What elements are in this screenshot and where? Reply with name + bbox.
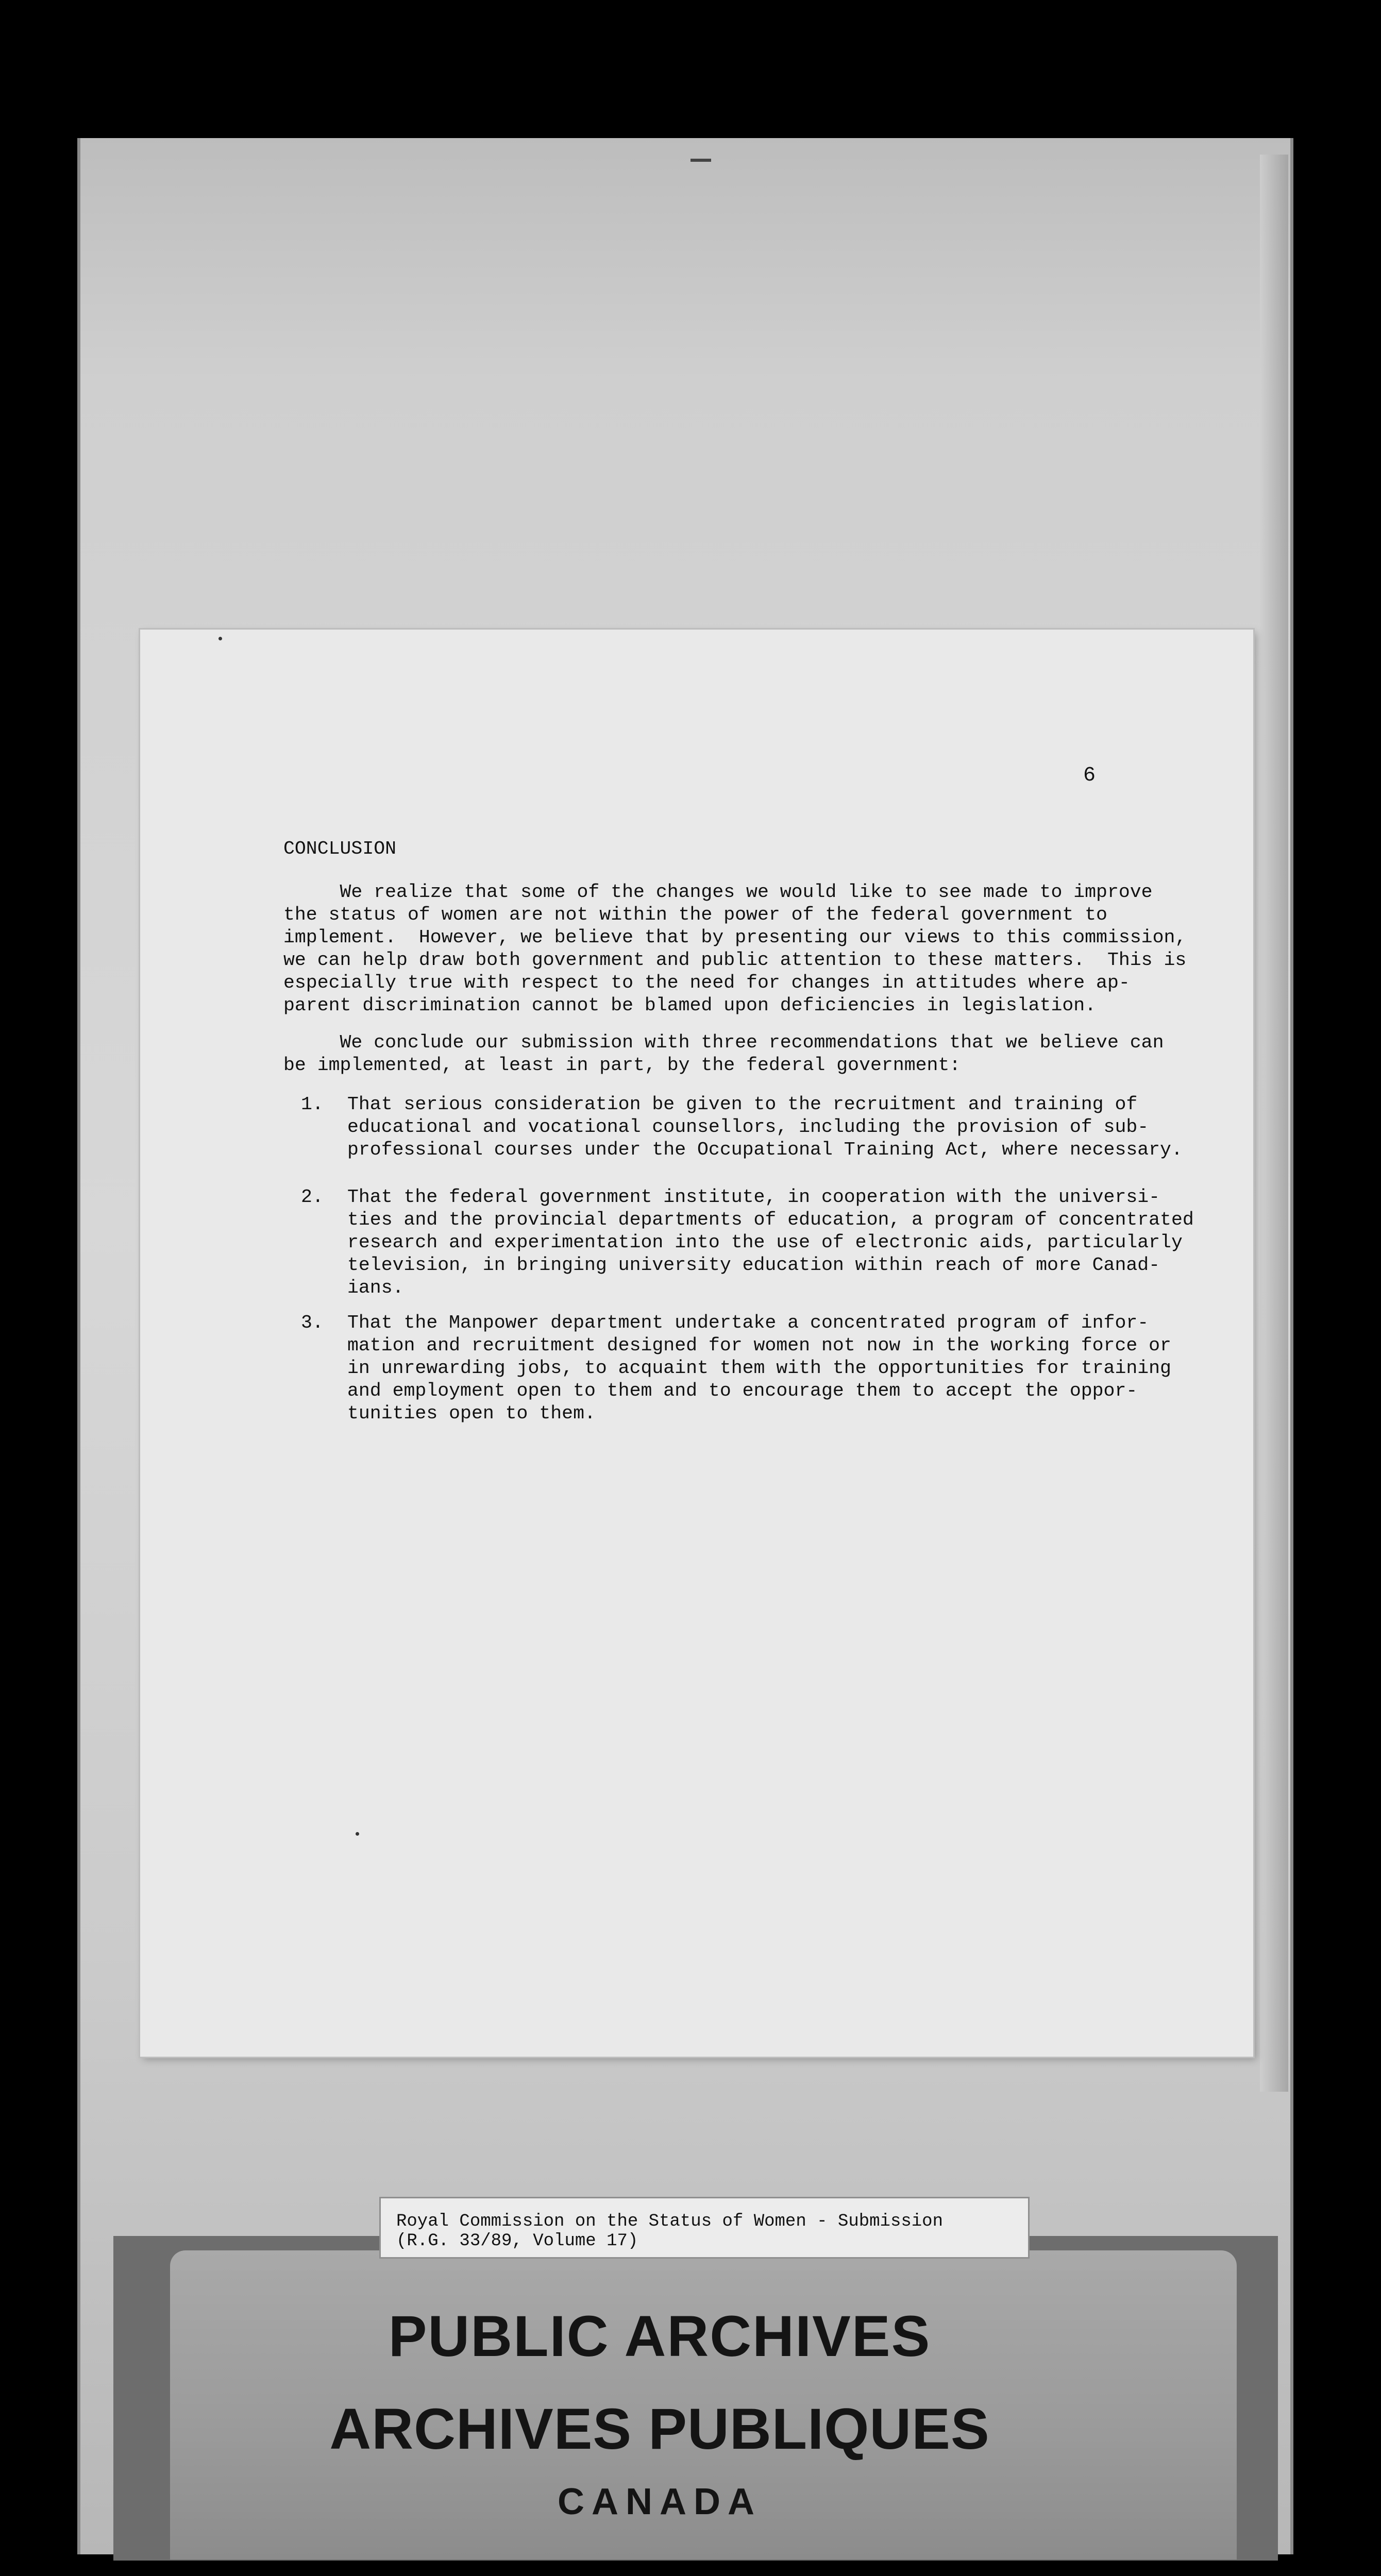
recommendation-number: 1.: [301, 1094, 324, 1115]
stamp-canada: CANADA: [558, 2481, 762, 2522]
label-title: Royal Commission on the Status of Women - Submission: [396, 2212, 943, 2231]
recommendation-text: That the Manpower department undertake a concentrated program of infor- mation and recruitment designed for women not now in the working force or in unrewarding jobs, to acquaint them with the opportunities for training and employment open to them and to encourage them to accept the oppor- tunities open to them.: [347, 1312, 1171, 1424]
recommendation-number: 2.: [301, 1187, 324, 1208]
registration-mark: [690, 159, 711, 162]
paragraph-1: We realize that some of the changes we would like to see made to improve the status of women are not within the power of the federal government to implement. However, we believe that by presenting our views to this commission, we can help draw both government and public attention to these matters. This is especially true with respect to the need for changes in attitudes where ap- parent discrimination cannot be blamed upon deficiencies in legislation.: [283, 882, 1187, 1016]
recommendation-text: That the federal government institute, in cooperation with the universi- ties and the provincial departments of education, a program of concentrated research and experimentation into the use of electronic aids, particularly television, in bringing university education within reach of more Canad- ians.: [347, 1187, 1194, 1298]
document-page: [140, 630, 1253, 2057]
paragraph-2: We conclude our submission with three recommendations that we believe can be implemented, at least in part, by the federal government:: [283, 1032, 1164, 1076]
label-reference: (R.G. 33/89, Volume 17): [396, 2231, 638, 2251]
page-number: 6: [1083, 764, 1096, 787]
recommendation-number: 3.: [301, 1312, 324, 1333]
stamp-public-archives: PUBLIC ARCHIVES: [388, 2304, 931, 2368]
recommendation-text: That serious consideration be given to the recruitment and training of educational and vocational counsellors, including the provision of sub- professional courses under the Occupational Training Act, where necessary.: [347, 1094, 1183, 1160]
backing-board-edge-shadow: [1260, 155, 1288, 2092]
stamp-archives-publiques: ARCHIVES PUBLIQUES: [329, 2397, 990, 2461]
call-number-label: [379, 2197, 1030, 2259]
section-heading: CONCLUSION: [283, 838, 397, 859]
paper-speck: [218, 637, 222, 640]
paper-speck: [356, 1832, 359, 1836]
